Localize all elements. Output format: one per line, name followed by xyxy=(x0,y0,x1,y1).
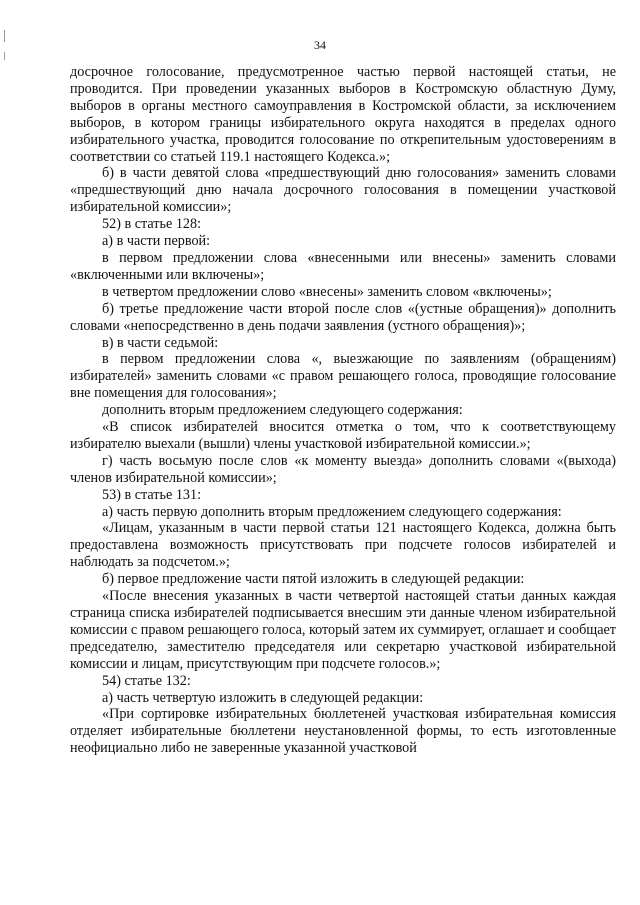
binder-mark-bottom xyxy=(4,52,5,60)
page-number: 34 xyxy=(314,38,326,52)
paragraph: а) в части первой: xyxy=(102,233,211,250)
document-body xyxy=(70,64,616,757)
paragraph: в) в части седьмой: xyxy=(102,334,219,351)
paragraph: в первом предложении слова «внесенными или внесены» заменить словами «включенными или включены»; xyxy=(70,249,616,283)
paragraph-quote: «При сортировке избирательных бюллетеней участковая избирательная комиссия отделяет избирательные бюллетени неустановленной формы, то есть изготовленные неофициально либо не заверенные указанной участковой xyxy=(70,706,616,757)
paragraph-quote: «После внесения указанных в части четвертой настоящей статьи данных каждая страница списка избирателей подписывается внесшим эти данные членом избирательной комиссии с правом решающего голоса, который затем их суммирует, оглашает и сообщает председателю, заместителю председателя или секретарю участковой избирательной комиссии и лицам, присутствующим при подсчете голосов.»; xyxy=(70,588,617,672)
paragraph: б) первое предложение части пятой изложить в следующей редакции: xyxy=(102,571,525,588)
paragraph-continuation: досрочное голосование, предусмотренное частью первой настоящей статьи, не проводится. При проведении указанных выборов в Костромскую областную Думу, выборов в органы местного самоуправления в Костромской области, за исключением выборов, в котором границы избирательного округа находятся в пределах одного избирательного участка, проводится голосование по открепительным удостоверениям в соответствии со статьей 119.1 настоящего Кодекса.»; xyxy=(70,64,616,165)
paragraph-item-heading: 54) статье 132: xyxy=(102,672,191,689)
paragraph: а) часть четвертую изложить в следующей редакции: xyxy=(102,689,424,706)
paragraph: в первом предложении слова «, выезжающие по заявлениям (обращениям) избирателей» заменить словами «с правом решающего голоса, проводящие голосование вне помещения для голосования»; xyxy=(70,351,616,402)
paragraph-quote: «В список избирателей вносится отметка о том, что к соответствующему избирателю выехали (вышли) члены участковой избирательной комиссии.»; xyxy=(70,419,616,452)
paragraph: а) часть первую дополнить вторым предложением следующего содержания: xyxy=(102,503,562,520)
paragraph: дополнить вторым предложением следующего содержания: xyxy=(102,402,463,419)
paragraph-item-heading: 52) в статье 128: xyxy=(102,216,202,233)
paragraph: б) третье предложение части второй после слов «(устные обращения)» дополнить словами «непосредственно в день подачи заявления (устного обращения)»; xyxy=(70,300,616,334)
paragraph: б) в части девятой слова «предшествующий дню голосования» заменить словами «предшествующий дню начала досрочного голосования в помещении участковой избирательной комиссии»; xyxy=(70,165,616,216)
paragraph-quote: «Лицам, указанным в части первой статьи 121 настоящего Кодекса, должна быть предоставлена возможность присутствовать при подсчете голосов избирателей и наблюдать за подсчетом.»; xyxy=(70,520,616,571)
paragraph: в четвертом предложении слово «внесены» заменить словом «включены»; xyxy=(102,283,552,300)
paragraph-item-heading: 53) в статье 131: xyxy=(102,486,202,503)
paragraph: г) часть восьмую после слов «к моменту выезда» дополнить словами «(выхода) членов избирательной комиссии»; xyxy=(70,452,616,486)
